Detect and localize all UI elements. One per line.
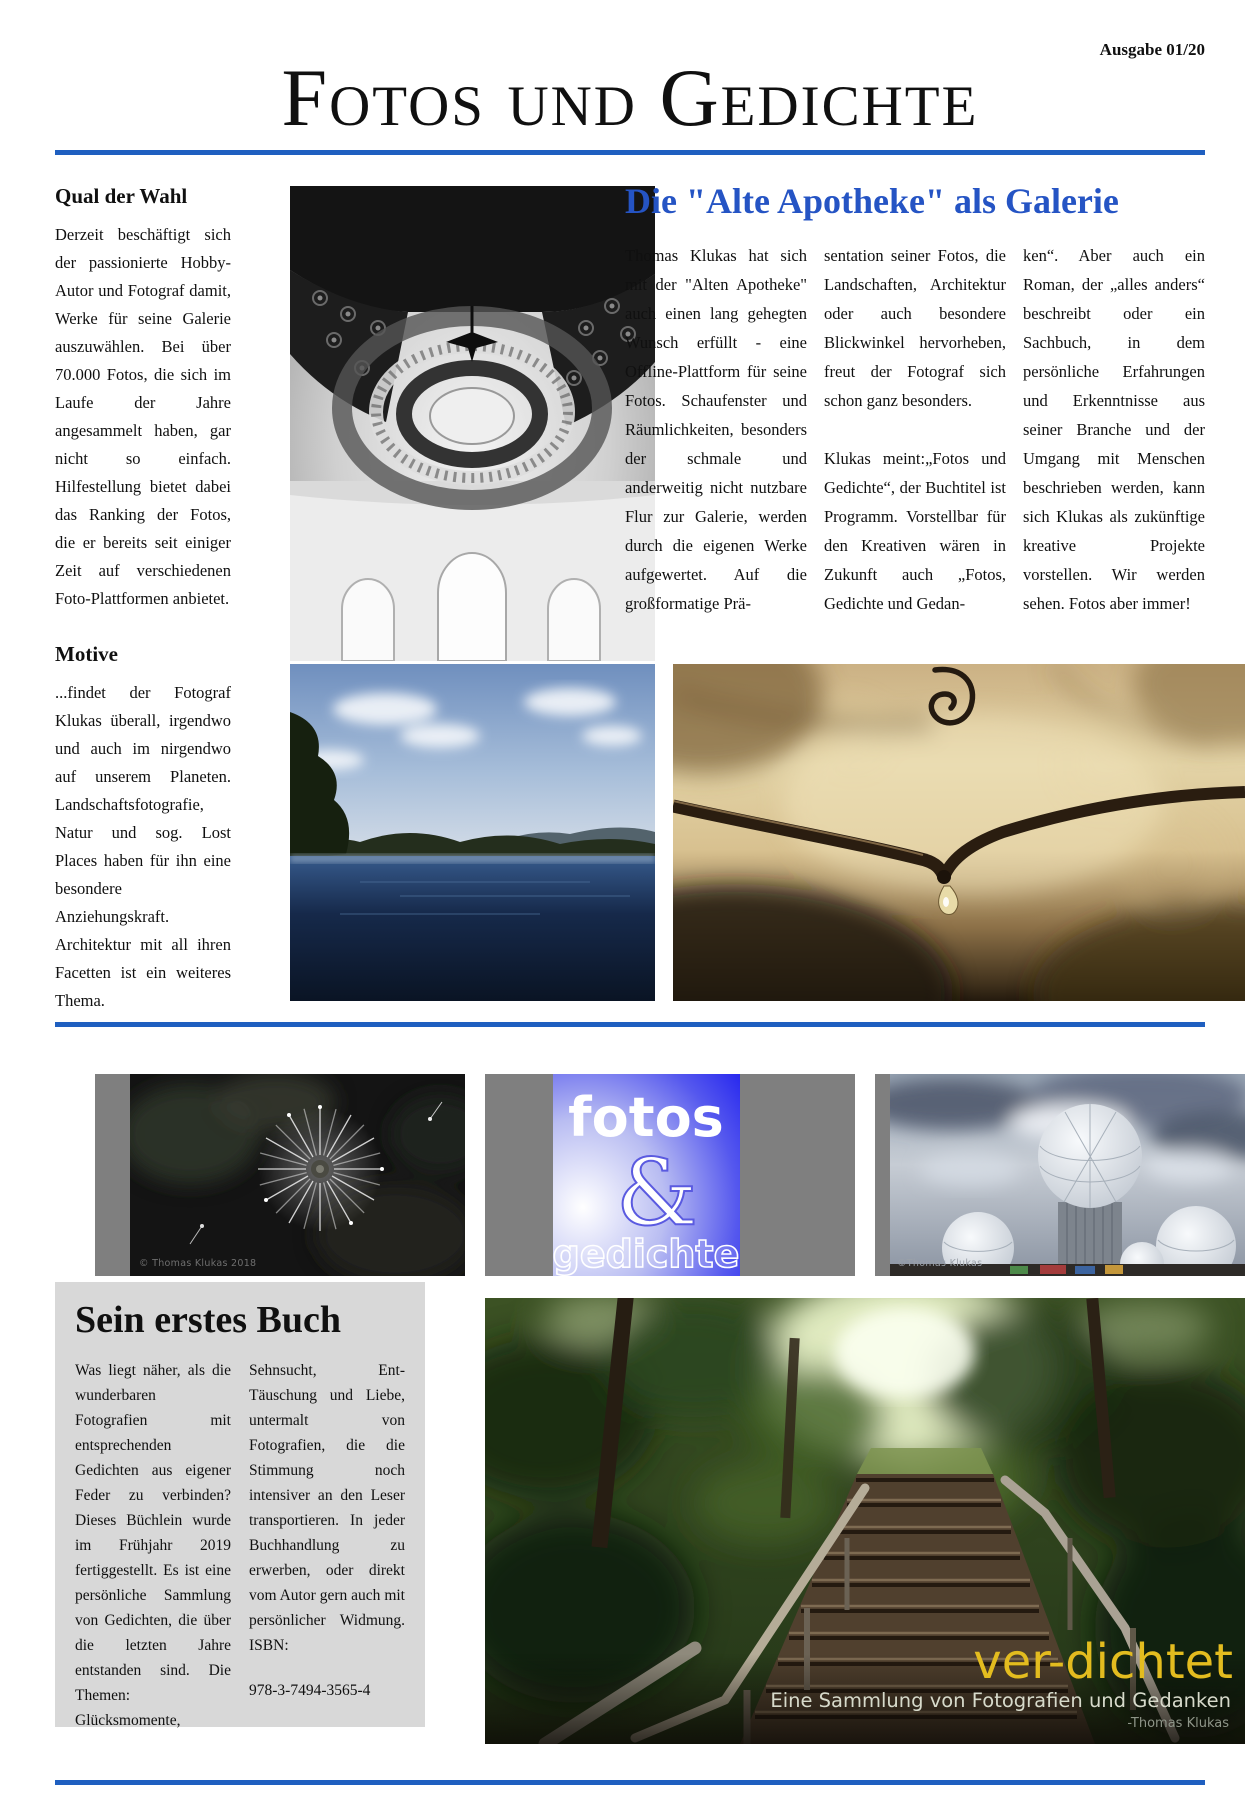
gallery-article-col3 <box>1023 241 1205 618</box>
staircase-photo-image <box>290 186 655 661</box>
section-choice <box>55 184 231 613</box>
logo-word-gedichte: gedichte <box>553 1232 740 1276</box>
dandelion-photo-gray-band <box>95 1074 130 1276</box>
water-drop-photo-image <box>673 664 1245 1001</box>
water-drop-photo <box>673 664 1245 1001</box>
lake-photo-image <box>290 664 655 1001</box>
logo-square <box>553 1074 740 1276</box>
gallery-article-col1-text: Thomas Klukas hat sich mit der "Alten Apotheke" auch einen lang gehegten Wunsch erfüllt - eine Offline-Plattform für seine Fotos. Schaufenster und Räumlichkeiten, besonders der schmale und anderweitig nicht nutzbare Flur zur Galerie, werden durch die eigenen Werke aufgewertet. Auf die großformatige Prä- <box>625 246 807 613</box>
logo-square-image <box>553 1074 740 1276</box>
domes-watermark: ©Thomas Klukas <box>897 1258 983 1269</box>
divider-top <box>55 150 1205 155</box>
domes-photo <box>875 1074 1245 1276</box>
book-section-col1 <box>75 1358 231 1733</box>
lake-photo <box>290 664 655 1001</box>
book-section-columns <box>75 1358 405 1733</box>
staircase-photo <box>290 186 655 661</box>
book-section-col1-text: Was liegt näher, als die wunderbaren Fotografien mit entsprechenden Gedichten aus eigener Feder zu verbinden? Dieses Büchlein wurde im Frühjahr 2019 fertiggestellt. Es ist eine persönliche Sammlung von Gedichten, die über die letzten Jahre entstanden sind. Die Themen: Glücksmomente, <box>75 1362 231 1729</box>
logo-word-fotos: fotos <box>568 1086 724 1149</box>
section-motifs-body: ...findet der Fotograf Klukas überall, irgendwo und auch im nirgendwo auf unserem Planeten. Landschaftsfotografie, Natur und sog. Lost Places haben für ihn eine besondere Anziehungskraft. Architektur mit all ihren Facetten ist ein weiteres Thema. <box>55 683 231 1010</box>
book-section-col2-text: Sehnsucht, Ent-Täuschung und Liebe, untermalt von Fotografien, die die Stimmung noch intensiver an den Leser transportieren. In jeder Buchhandlung zu erwerben, oder direkt vom Autor gern auch mit persönlicher Widmung. ISBN: <box>249 1362 405 1654</box>
book-cover-title: ver-dichtet <box>973 1634 1233 1690</box>
section-motifs <box>55 642 231 1015</box>
gallery-article-col1 <box>625 241 807 618</box>
logo-ampersand: & <box>616 1139 698 1246</box>
gallery-article-col2-p2: Klukas meint:„Fotos und Gedichte“, der Buchtitel ist Programm. Vorstellbar für den Kreativen wären in Zukunft auch „Fotos, Gedichte und Gedan- <box>824 449 1006 613</box>
gallery-article-col3-text: ken“. Aber auch ein Roman, der „alles anders“ beschreibt oder ein Sachbuch, in dem persönliche Erfahrungen und Erkenntnisse aus seiner Branche und der Umgang mit Menschen beschrieben werden, kann sich Klukas als zukünftige kreative Projekte vorstellen. Wir werden sehen. Fotos aber immer! <box>1023 246 1205 613</box>
book-section <box>55 1282 425 1727</box>
gallery-article-col2 <box>824 241 1006 618</box>
dandelion-photo-image <box>130 1074 465 1276</box>
issue-label: Ausgabe 01/20 <box>1099 40 1205 59</box>
gallery-article-heading: Die "Alte Apotheke" als Galerie <box>625 181 1119 221</box>
domes-photo-gray-band <box>875 1074 890 1276</box>
book-section-col2 <box>249 1358 405 1733</box>
dandelion-photo <box>95 1074 465 1276</box>
divider-bottom <box>55 1780 1205 1785</box>
book-cover-author: -Thomas Klukas <box>1127 1716 1229 1731</box>
gallery-article <box>625 180 1205 618</box>
gallery-article-col2-p1: sentation seiner Fotos, die Landschaften, Architektur oder auch besondere Blickwinkel hervorheben, freut der Fotograf sich schon ganz besonders. <box>824 246 1006 410</box>
dandelion-watermark: © Thomas Klukas 2018 <box>139 1258 257 1269</box>
divider-middle <box>55 1022 1205 1027</box>
section-choice-heading: Qual der Wahl <box>55 184 188 208</box>
logo-image <box>485 1074 855 1276</box>
page-title: Fotos und Gedichte <box>281 52 979 143</box>
section-choice-body: Derzeit beschäftigt sich der passionierte Hobby-Autor und Fotograf damit, Werke für seine Galerie auszuwählen. Bei über 70.000 Fotos, die sich im Laufe der Jahre angesammelt haben, gar nicht so einfach. Hilfestellung bietet dabei das Ranking der Fotos, die er bereits seit einiger Zeit auf verschiedenen Foto-Plattformen anbietet. <box>55 225 231 608</box>
gallery-article-columns <box>625 241 1205 618</box>
book-cover-subtitle: Eine Sammlung von Fotografien und Gedanken <box>770 1689 1231 1712</box>
domes-photo-image <box>890 1074 1245 1276</box>
section-motifs-heading: Motive <box>55 642 118 666</box>
book-cover-photo <box>485 1298 1245 1744</box>
book-isbn: 978-3-7494-3565-4 <box>249 1682 371 1699</box>
book-section-heading: Sein erstes Buch <box>75 1299 341 1341</box>
